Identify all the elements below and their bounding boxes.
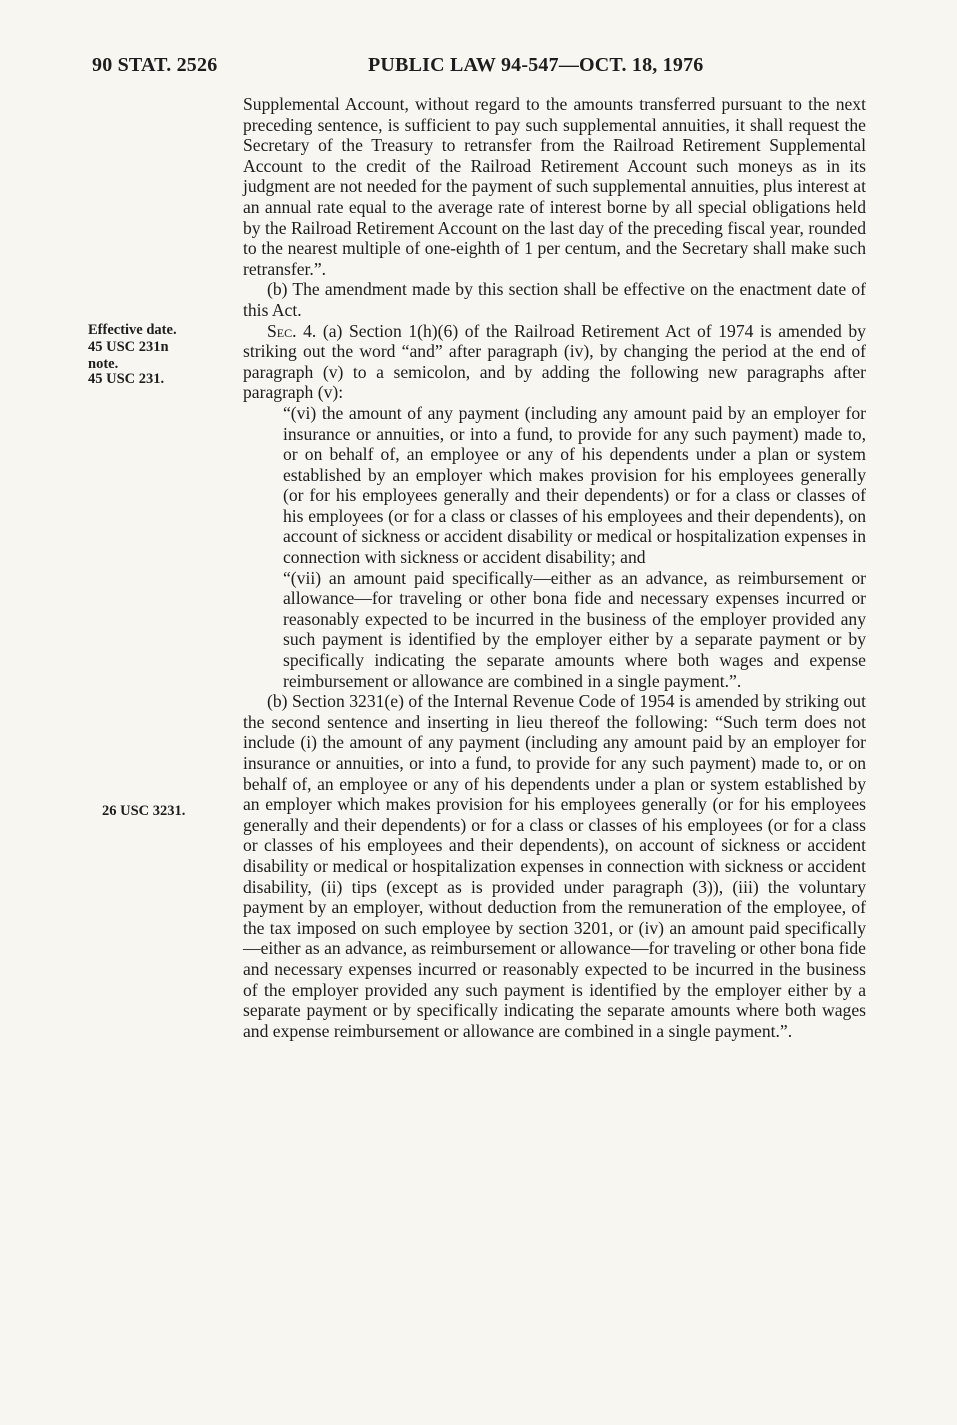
section-label: Sec. 4. [267, 320, 317, 341]
section-4a-text: (a) Section 1(h)(6) of the Railroad Retirement Act of 1974 is amended by striking out the word “and” after paragraph (iv), by changing the period at the end of paragraph (v) to a semicolon, and by adding the following new paragraphs after paragraph (v): [243, 320, 866, 403]
paragraph-continuation: Supplemental Account, without regard to the amounts transferred pursuant to the next preceding sentence, is sufficient to pay such supplemental annuities, it shall request the Secretary of the Treasury to retransfer from the Railroad Retirement Supplemental Account to the credit of the Railroad Retirement Account such moneys as in its judgment are not needed for the payment of such supplemental annuities, plus interest at an annual rate equal to the average rate of interest borne by all special obligations held by the Railroad Retirement Account on the last day of the preceding fiscal year, rounded to the nearest multiple of one-eighth of 1 per centum, and the Secretary shall make such retransfer.”. [243, 94, 866, 279]
margin-note-effective-date: Effective date. [88, 322, 177, 338]
paragraph-vii: “(vii) an amount paid specifically—either as an advance, as reimbursement or allowance—for traveling or other bona fide and necessary expenses incurred or reasonably expected to be incurred in the business of the employer provided any such payment is identified by the employer either by a separate payment or by specifically indicating the separate amounts where both wages and expense reimbursement or allowance are combined in a single payment.”. [283, 567, 866, 691]
page-reference: 90 STAT. 2526 [92, 54, 218, 76]
margin-note-45-usc-231n: 45 USC 231n [88, 339, 169, 355]
paragraph-section-4a [243, 321, 866, 403]
page-title: PUBLIC LAW 94-547—OCT. 18, 1976 [368, 54, 704, 76]
paragraph-vi: “(vi) the amount of any payment (including any amount paid by an employer for insurance or annuities, or into a fund, to provide for any such payment) made to, or on behalf of, an employee or any of his dependents under a plan or system established by an employer which makes provision for his employees generally (or for his employees generally and their dependents) or for a class or classes of his employees (or for a class or classes of his employees and their dependents), on account of sickness or accident disability or medical or hospitalization expenses in connection with sickness or accident disability; and [283, 402, 866, 568]
paragraph-section-4b: (b) Section 3231(e) of the Internal Revenue Code of 1954 is amended by striking out the second sentence and inserting in lieu thereof the following: “Such term does not include (i) the amount of any payment (including any amount paid by an employer for insurance or annuities, or into a fund, to provide for any such payment) made to, or on behalf of, an employee or any of his dependents under a plan or system established by an employer which makes provision for his employees generally (or for his employees generally and their dependents) or for a class or classes of his employees (or for a class or classes of his employees and their dependents), on account of sickness or accident disability or medical or hospitalization expenses in connection with sickness or accident disability, (ii) tips (except as is provided under paragraph (3)), (iii) the voluntary payment by an employer, without deduction from the remuneration of the employee, of the tax imposed on such employee by section 3201, or (iv) an amount paid specifically—either as an advance, as reimbursement or allowance—for traveling or other bona fide and necessary expenses incurred or reasonably expected to be incurred in the business of the employer provided any such payment is identified by the employer either by a separate payment or by specifically indicating the separate amounts where both wages and expense reimbursement or allowance are combined in a single payment.”. [243, 691, 866, 1041]
margin-note-note: note. [88, 356, 119, 372]
body-text [243, 94, 866, 1041]
paragraph-effective-date: (b) The amendment made by this section shall be effective on the enactment date of this Act. [243, 279, 866, 320]
margin-note-26-usc-3231: 26 USC 3231. [102, 803, 186, 819]
margin-note-45-usc-231: 45 USC 231. [88, 371, 165, 387]
